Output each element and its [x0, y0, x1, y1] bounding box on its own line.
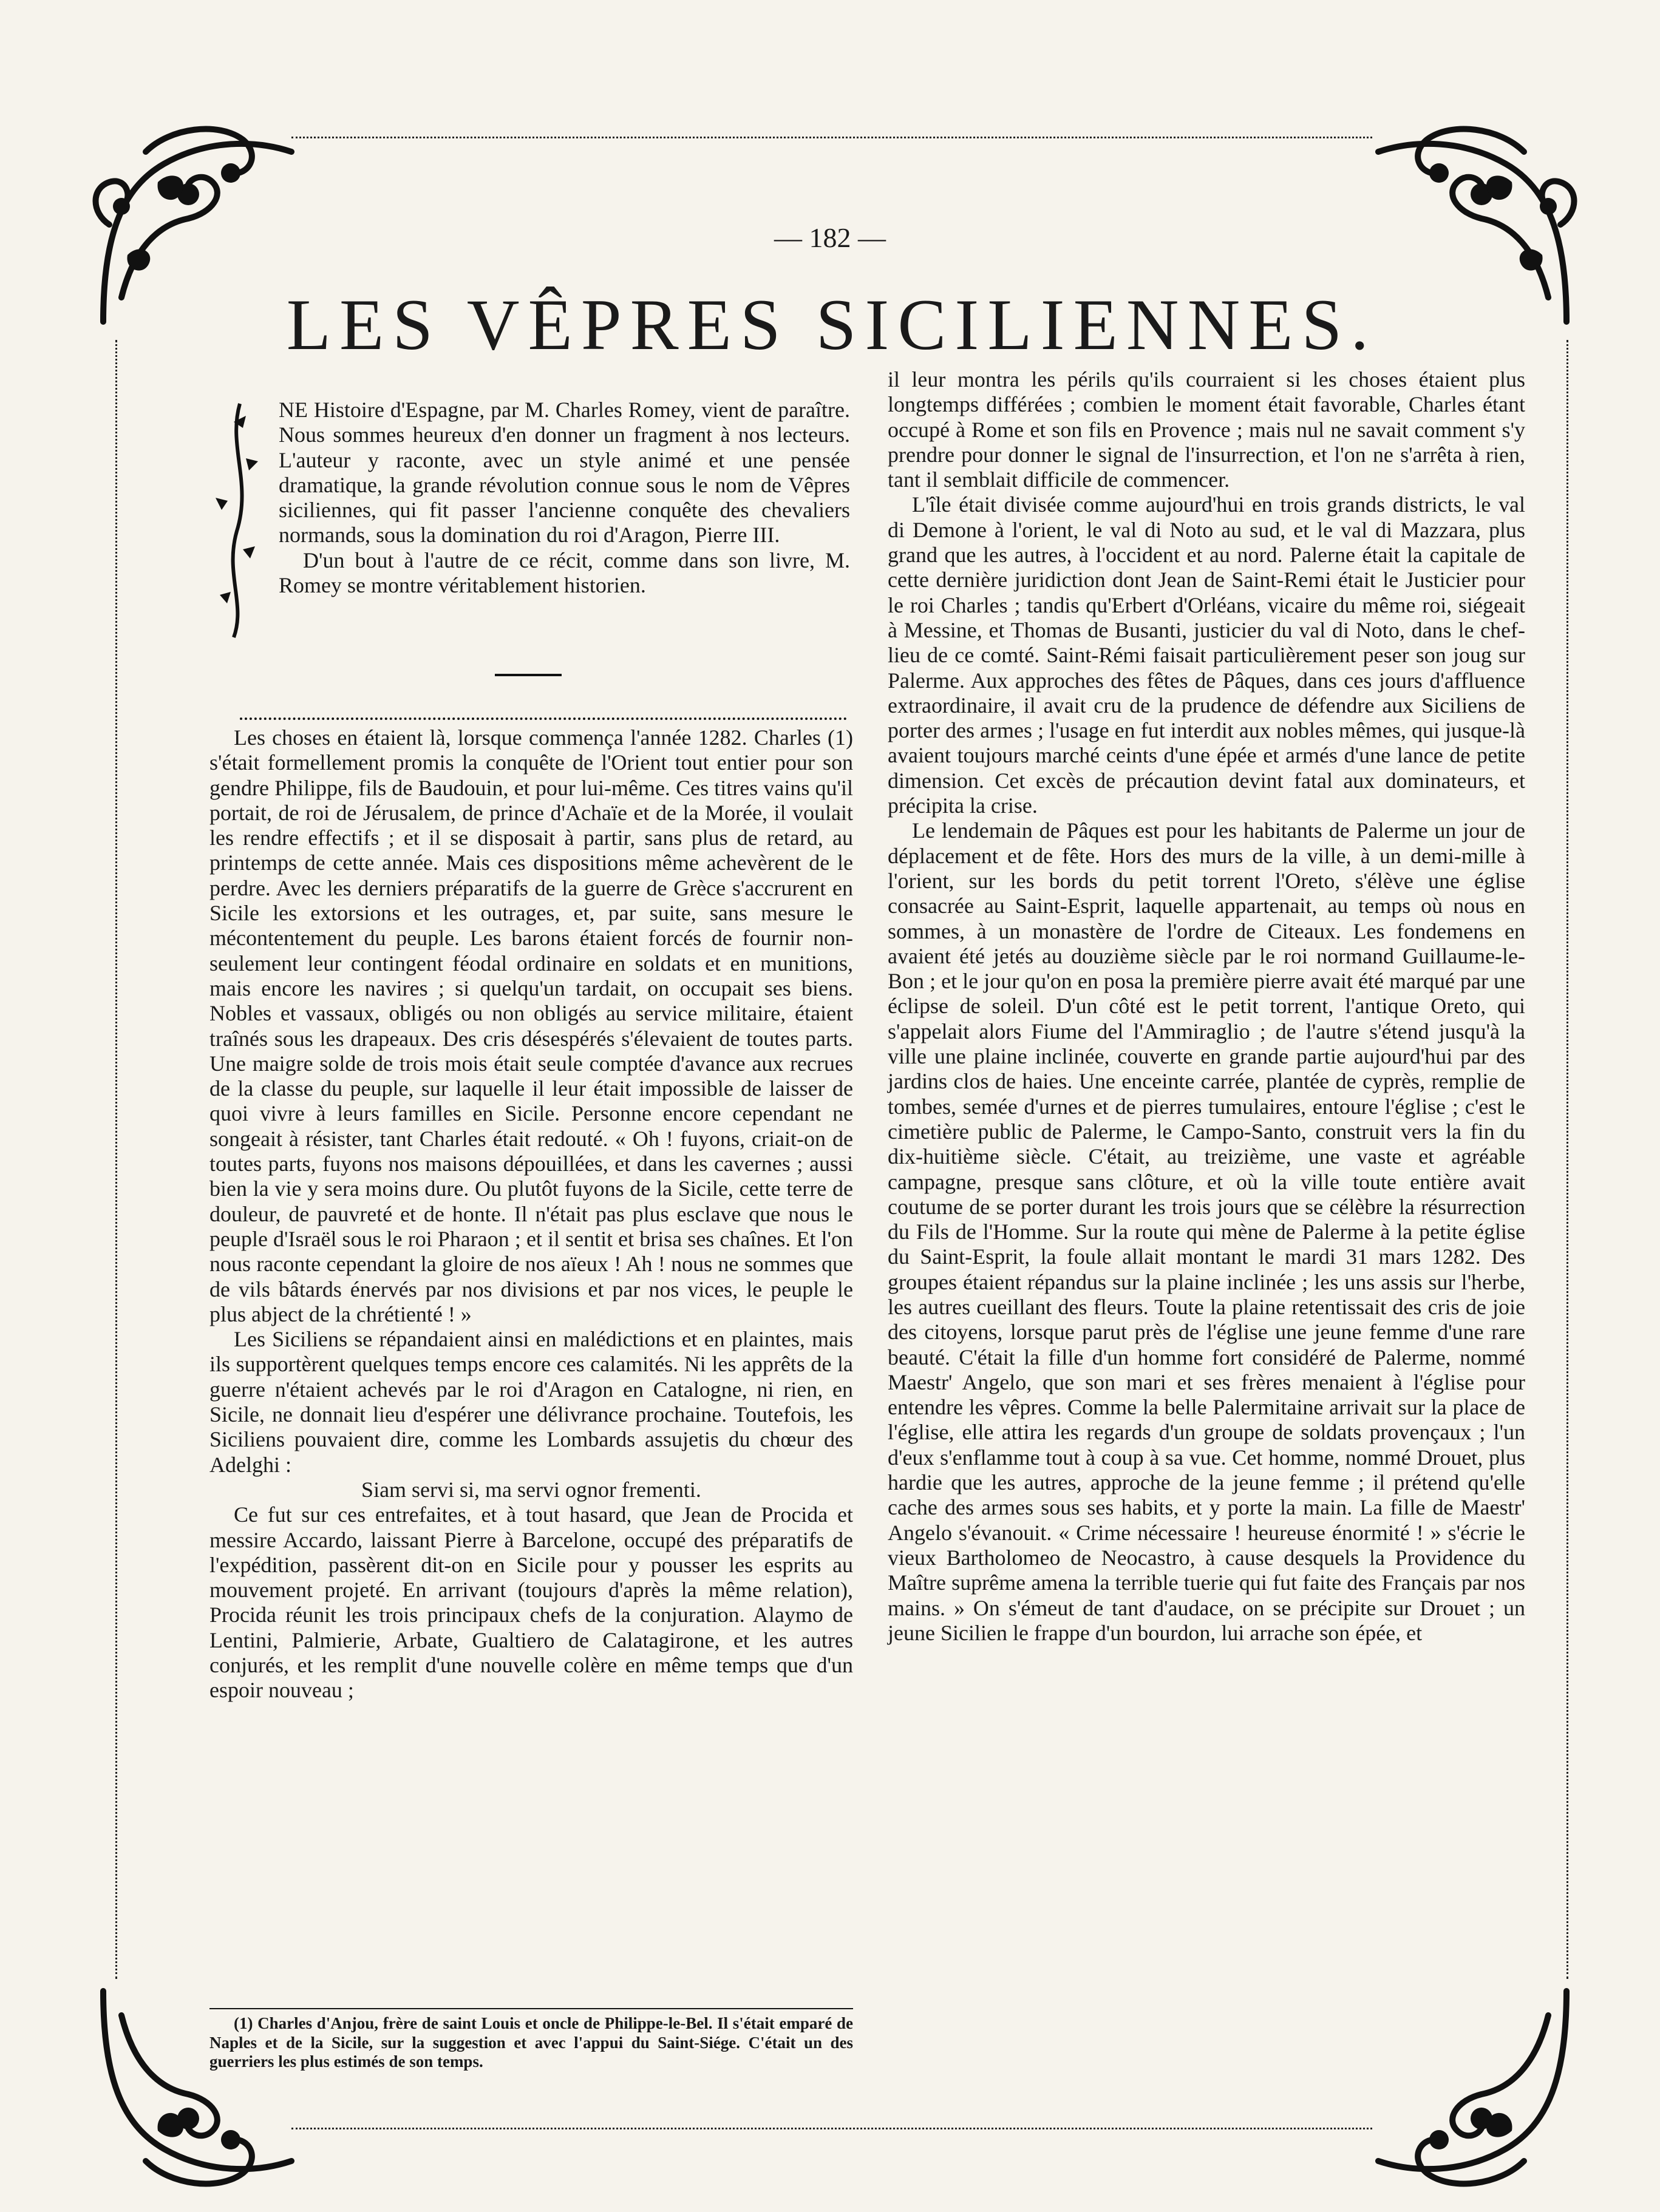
scroll-ornament-icon: [1366, 1979, 1585, 2197]
border-left: [115, 340, 117, 1979]
border-right: [1566, 340, 1568, 1979]
scroll-ornament-icon: [85, 1979, 304, 2197]
article-paragraph: Le lendemain de Pâques est pour les habitants de Palerme un jour de déplacement et de fête. Hors des murs de la ville, à un demi-mille à l'orient, sur les bords du petit torrent l'Oreto, s'élève une église consacrée au Saint-Esprit, laquelle appartenait, au temps où nous en sommes, à un monastère de l'ordre de Citeaux. Les fondemens en avaient été jetés au douzième siècle par le roi normand Guillaume-le-Bon ; et le jour qu'on en posa la première pierre avait été marqué par une éclipse de soleil. D'un côté est le petit torrent, l'antique Oreto, qui s'appelait alors Fiume del l'Ammiraglio ; de l'autre s'étend jusqu'à la ville une plaine inclinée, couverte en grande partie aujourd'hui par des jardins clos de haies. Une enceinte carrée, plantée de cyprès, remplie de tombes, semée d'urnes et de pierres tumulaires, entoure l'église ; c'est le cimetière public de Palerme, le Campo-Santo, construit vers la fin du dix-huitième siècle. C'était, au treizième, une vaste et agréable campagne, presque sans clôture, et où la ville toute entière avait coutume de se porter durant les trois jours que se célèbre la résurrection du Fils de l'Homme. Sur la route qui mène de Palerme à la petite église du Saint-Esprit, la foule allait montant le mardi 31 mars 1282. Des groupes étaient répandus sur la plaine inclinée ; les uns assis sur l'herbe, les autres cueillant des fleurs. Toute la plaine retentissait des cris de joie des citoyens, lorsque parut près de l'église une jeune femme d'une rare beauté. C'était la fille d'un homme fort considéré de Palerme, nommé Maestr' Angelo, que son mari et ses frères menaient à l'église pour entendre les vêpres. Comme la belle Palermitaine arrivait sur la place de l'église, elle attira les regards d'un groupe de soldats provençaux ; l'un d'eux s'enflamme tout à coup à sa vue. Cet homme, nommé Drouet, plus hardie que les autres, approche de la jeune femme ; il prétend qu'elle cache des armes sous ses habits, et y porte la main. La fille de Maestr' Angelo s'évanouit. « Crime nécessaire ! heureuse énormité ! » s'écrie le vieux Bartholomeo de Neocastro, à cause desquels la Providence du Maître suprême amena la terrible tuerie qui fut faite des Français par nos mains. » On s'émeut de tant d'audace, on se précipite sur Drouet ; un jeune Sicilien le frappe d'un bourdon, lui arrache son épée, et: [888, 818, 1525, 1645]
intro-block: [267, 398, 850, 640]
footnote-text: (1) Charles d'Anjou, frère de saint Louis et oncle de Philippe-le-Bel. Il s'était emparé de Naples et de la Sicile, sur la suggestion et avec l'appui du Saint-Siége. C'était un des guerriers les plus estimés de son temps.: [209, 2014, 853, 2071]
article-paragraph: L'île était divisée comme aujourd'hui en trois grands districts, le val di Demone à l'orient, le val di Noto au sud, et le val di Mazzara, plus grand que les autres, à l'occident et au nord. Palerne était la capitale de cette dernière juridiction dont Jean de Saint-Remi était le Justicier pour le roi Charles ; tandis qu'Erbert d'Orléans, vicaire du même roi, siégeait à Messine, et Thomas de Busanti, justicier du val di Noto, dans le chef-lieu de ce comté. Saint-Rémi faisait particulièrement peser son joug sur Palerme. Aux approches des fêtes de Pâques, dans ces jours d'affluence extraordinaire, il avait cru de la prudence de défendre aux Siciliens de porter des armes ; l'usage en fut interdit aux nobles mêmes, qui jusque-là avaient toujours marché ceints d'une épée et armés d'une lance de petite dimension. Cet excès de précaution devint fatal aux dominateurs, et précipita la crise.: [888, 492, 1525, 818]
article-paragraph: Ce fut sur ces entrefaites, et à tout hasard, que Jean de Procida et messire Accardo, laissant Pierre à Barcelone, occupé des préparatifs de l'expédition, passèrent dit-on en Sicile pour y pousser les esprits au mouvement projeté. En arrivant (toujours d'après la même relation), Procida réunit les trois principaux chefs de la conjuration. Alaymo de Lentini, Palmierie, Arbate, Gualtiero de Calatagirone, et les autres conjurés, et les remplit d'une nouvelle colère en même temps que d'un espoir nouveau ;: [209, 1502, 853, 1703]
article-paragraph: Les Siciliens se répandaient ainsi en malédictions et en plaintes, mais ils supportèrent quelques temps encore ces calamités. Ni les apprêts de la guerre n'étaient achevés par le roi d'Aragon en Catalogne, ni rien, en Sicile, ne donnait lieu d'espérer une délivrance prochaine. Toutefois, les Siciliens pouvaient dire, comme les Lombards assujetis du chœur des Adelghi :: [209, 1327, 853, 1477]
separator-short: [495, 674, 562, 676]
drop-cap-ornament: [209, 398, 270, 640]
page-title: LES VÊPRES SICILIENNES.: [286, 284, 1378, 365]
corner-ornament-bottom-right: [1366, 1979, 1585, 2197]
article-paragraph: Les choses en étaient là, lorsque commença l'année 1282. Charles (1) s'était formellement promis la conquête de l'Orient tout entier pour son gendre Philippe, fils de Baudouin, et pour lui-même. Ces titres vains qu'il portait, de roi de Jérusalem, de prince d'Achaïe et de la Morée, il voulait les rendre effectifs ; et il se disposait à partir, sans plus de retard, au printemps de cette année. Mais ces dispositions même achevèrent de le perdre. Avec les derniers préparatifs de la guerre de Grèce s'accrurent en Sicile les extorsions et les outrages, et, par suite, sans mesure le mécontentement du peuple. Les barons étaient forcés de fournir non-seulement leur contingent féodal ordinaire en soldats et en munitions, mais encore les navires ; si quelqu'un tardait, on occupait ses biens. Nobles et vassaux, obligés ou non obligés au service militaire, étaient traînés sous les drapeaux. Des cris désespérés s'élevaient de toutes parts. Une maigre solde de trois mois était seule comptée d'avance aux recrues de la classe du peuple, sur laquelle il leur était impossible de laisser de quoi vivre à leurs familles en Sicile. Personne encore cependant ne songeait à résister, tant Charles était redouté. « Oh ! fuyons, criait-on de toutes parts, fuyons nos maisons dépouillées, et dans les cavernes ; aussi bien la vie y sera moins dure. Ou plutôt fuyons de la Sicile, cette terre de douleur, de pauvreté et de honte. Il n'était pas plus esclave que nous le peuple d'Israël sous le roi Pharaon ; et il sentit et brisa ses chaînes. Et l'on nous raconte cependant la gloire de nos aïeux ! Ah ! nous ne sommes que de vils bâtards énervés par nos divisions et par nos vices, le peuple le plus abject de la chrétienté ! »: [209, 725, 853, 1326]
intro-paragraph-2: D'un bout à l'autre de ce récit, comme dans son livre, M. Romey se montre véritablement historien.: [279, 548, 850, 598]
ivy-initial-icon: [209, 398, 270, 640]
footnote-rule: [209, 2008, 853, 2009]
border-bottom: [291, 2128, 1372, 2129]
left-column: [209, 725, 853, 1703]
corner-ornament-bottom-left: [85, 1979, 304, 2197]
right-column: [888, 367, 1525, 1646]
intro-paragraph-1: NE Histoire d'Espagne, par M. Charles Romey, vient de paraître. Nous sommes heureux d'en donner un fragment à nos lecteurs. L'auteur y raconte, avec un style animé et une pensée dramatique, la grande révolution connue sous le nom de Vêpres siciliennes, qui fit passer l'ancienne conquête des chevaliers normands, sous la domination du roi d'Aragon, Pierre III.: [279, 398, 850, 548]
article-paragraph: il leur montra les périls qu'ils courraient si les choses étaient plus longtemps différées ; combien le moment était favorable, Charles étant occupé à Rome et son fils en Provence ; mais nul ne savait comment s'y prendre pour donner le signal de l'insurrection, et l'on ne s'arrêta à rien, tant il semblait difficile de commencer.: [888, 367, 1525, 492]
separator-dots: [240, 718, 847, 720]
border-top: [291, 137, 1372, 138]
quotation-line: Siam servi si, ma servi ognor frementi.: [361, 1477, 701, 1502]
page-number: — 182 —: [774, 222, 886, 253]
footnote: [209, 2014, 853, 2072]
